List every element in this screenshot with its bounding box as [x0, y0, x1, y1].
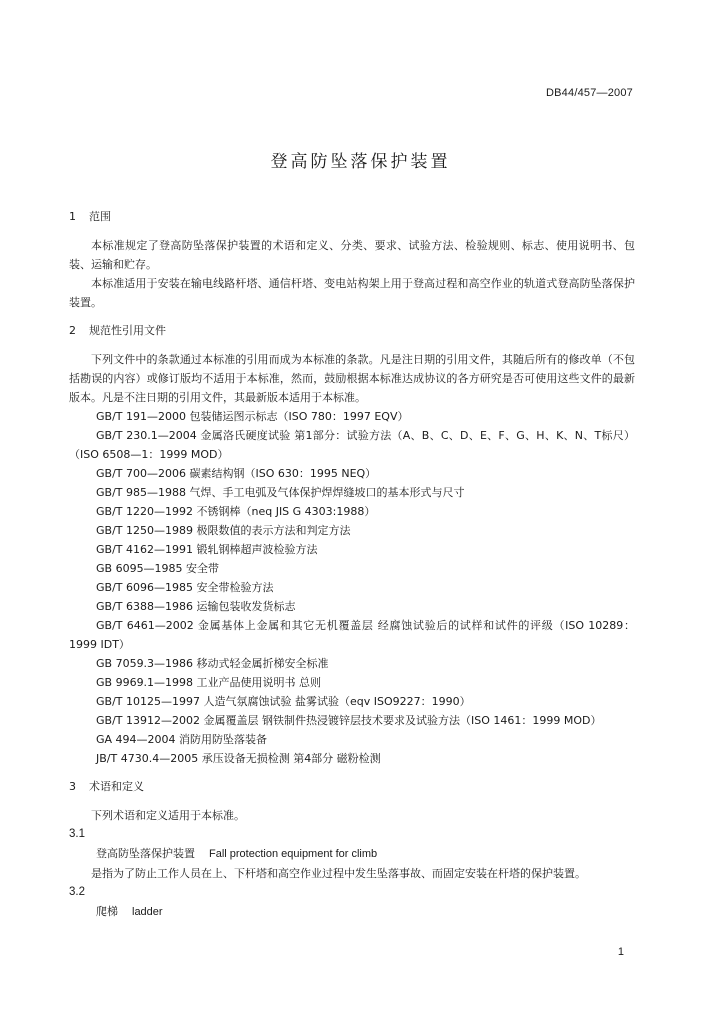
section-heading-scope: [69, 207, 635, 226]
section-heading-normative-refs: [69, 321, 635, 340]
reference-item: GB/T 230.1—2004 金属洛氏硬度试验 第1部分：试验方法（A、B、C、D、E、F、G、H、K、N、T标尺）（ISO 6508—1：1999 MOD）: [69, 429, 635, 461]
reference-item: GB 9969.1—1998 工业产品使用说明书 总则: [96, 676, 322, 689]
reference-item: GA 494—2004 消防用防坠落装备: [96, 733, 268, 746]
reference-item: GB/T 191—2000 包装储运图示标志（ISO 780：1997 EQV）: [96, 410, 409, 423]
section-number: 2: [69, 324, 76, 337]
page-number: 1: [617, 946, 624, 958]
document-title: 登高防坠落保护装置: [270, 152, 451, 172]
term-number: 3.1: [69, 828, 85, 840]
term-name-zh: 爬梯: [96, 905, 118, 918]
reference-item: GB/T 1250—1989 极限数值的表示方法和判定方法: [96, 524, 351, 537]
scope-paragraph: 本标准规定了登高防坠落保护装置的术语和定义、分类、要求、试验方法、检验规则、标志、使用说明书、包装、运输和贮存。: [69, 239, 635, 271]
section-number: 3: [69, 780, 76, 793]
reference-item: GB 7059.3—1986 移动式轻金属折梯安全标准: [96, 657, 329, 670]
terms-intro: 下列术语和定义适用于本标准。: [91, 809, 245, 822]
term-name-en: ladder: [132, 906, 163, 918]
reference-item: GB/T 1220—1992 不锈钢棒（neq JIS G 4303:1988）: [96, 505, 376, 518]
document-body: [69, 207, 635, 922]
term-title: [69, 844, 635, 864]
reference-item: GB/T 13912—2002 金属覆盖层 钢铁制件热浸镀锌层技术要求及试验方法（ISO 1461：1999 MOD）: [96, 714, 602, 727]
reference-item: GB 6095—1985 安全带: [96, 562, 220, 575]
reference-item: GB/T 4162—1991 锻轧钢棒超声波检验方法: [96, 543, 318, 556]
section-heading-terms: [69, 777, 635, 796]
term-title: [69, 902, 635, 922]
reference-item: GB/T 6388—1986 运输包装收发货标志: [96, 600, 296, 613]
section-number: 1: [69, 210, 76, 223]
term-name-zh: 登高防坠落保护装置: [96, 847, 195, 860]
term-number: 3.2: [69, 886, 85, 898]
section-title: 规范性引用文件: [89, 324, 166, 337]
section-title: 范围: [89, 210, 111, 223]
reference-item: GB/T 700—2006 碳素结构钢（ISO 630：1995 NEQ）: [96, 467, 377, 480]
reference-item: GB/T 10125—1997 人造气氛腐蚀试验 盐雾试验（eqv ISO9227：1990）: [96, 695, 471, 708]
reference-item: JB/T 4730.4—2005 承压设备无损检测 第4部分 磁粉检测: [96, 752, 381, 765]
section-title: 术语和定义: [89, 780, 144, 793]
reference-item: GB/T 6096—1985 安全带检验方法: [96, 581, 274, 594]
reference-item: GB/T 6461—2002 金属基体上金属和其它无机覆盖层 经腐蚀试验后的试样和试件的评级（ISO 10289：1999 IDT）: [69, 619, 635, 651]
reference-item: GB/T 985—1988 气焊、手工电弧及气体保护焊焊缝坡口的基本形式与尺寸: [96, 486, 465, 499]
standard-code: DB44/457—2007: [546, 87, 633, 99]
normative-refs-intro: 下列文件中的条款通过本标准的引用而成为本标准的条款。凡是注日期的引用文件，其随后所有的修改单（不包括勘误的内容）或修订版均不适用于本标准，然而，鼓励根据本标准达成协议的各方研究是否可使用这些文件的最新版本。凡是不注日期的引用文件，其最新版本适用于本标准。: [69, 353, 635, 404]
term-name-en: Fall protection equipment for climb: [209, 848, 378, 860]
scope-paragraph: 本标准适用于安装在输电线路杆塔、通信杆塔、变电站构架上用于登高过程和高空作业的轨道式登高防坠落保护装置。: [69, 277, 635, 309]
term-definition: 是指为了防止工作人员在上、下杆塔和高空作业过程中发生坠落事故、而固定安装在杆塔的保护装置。: [91, 867, 586, 880]
